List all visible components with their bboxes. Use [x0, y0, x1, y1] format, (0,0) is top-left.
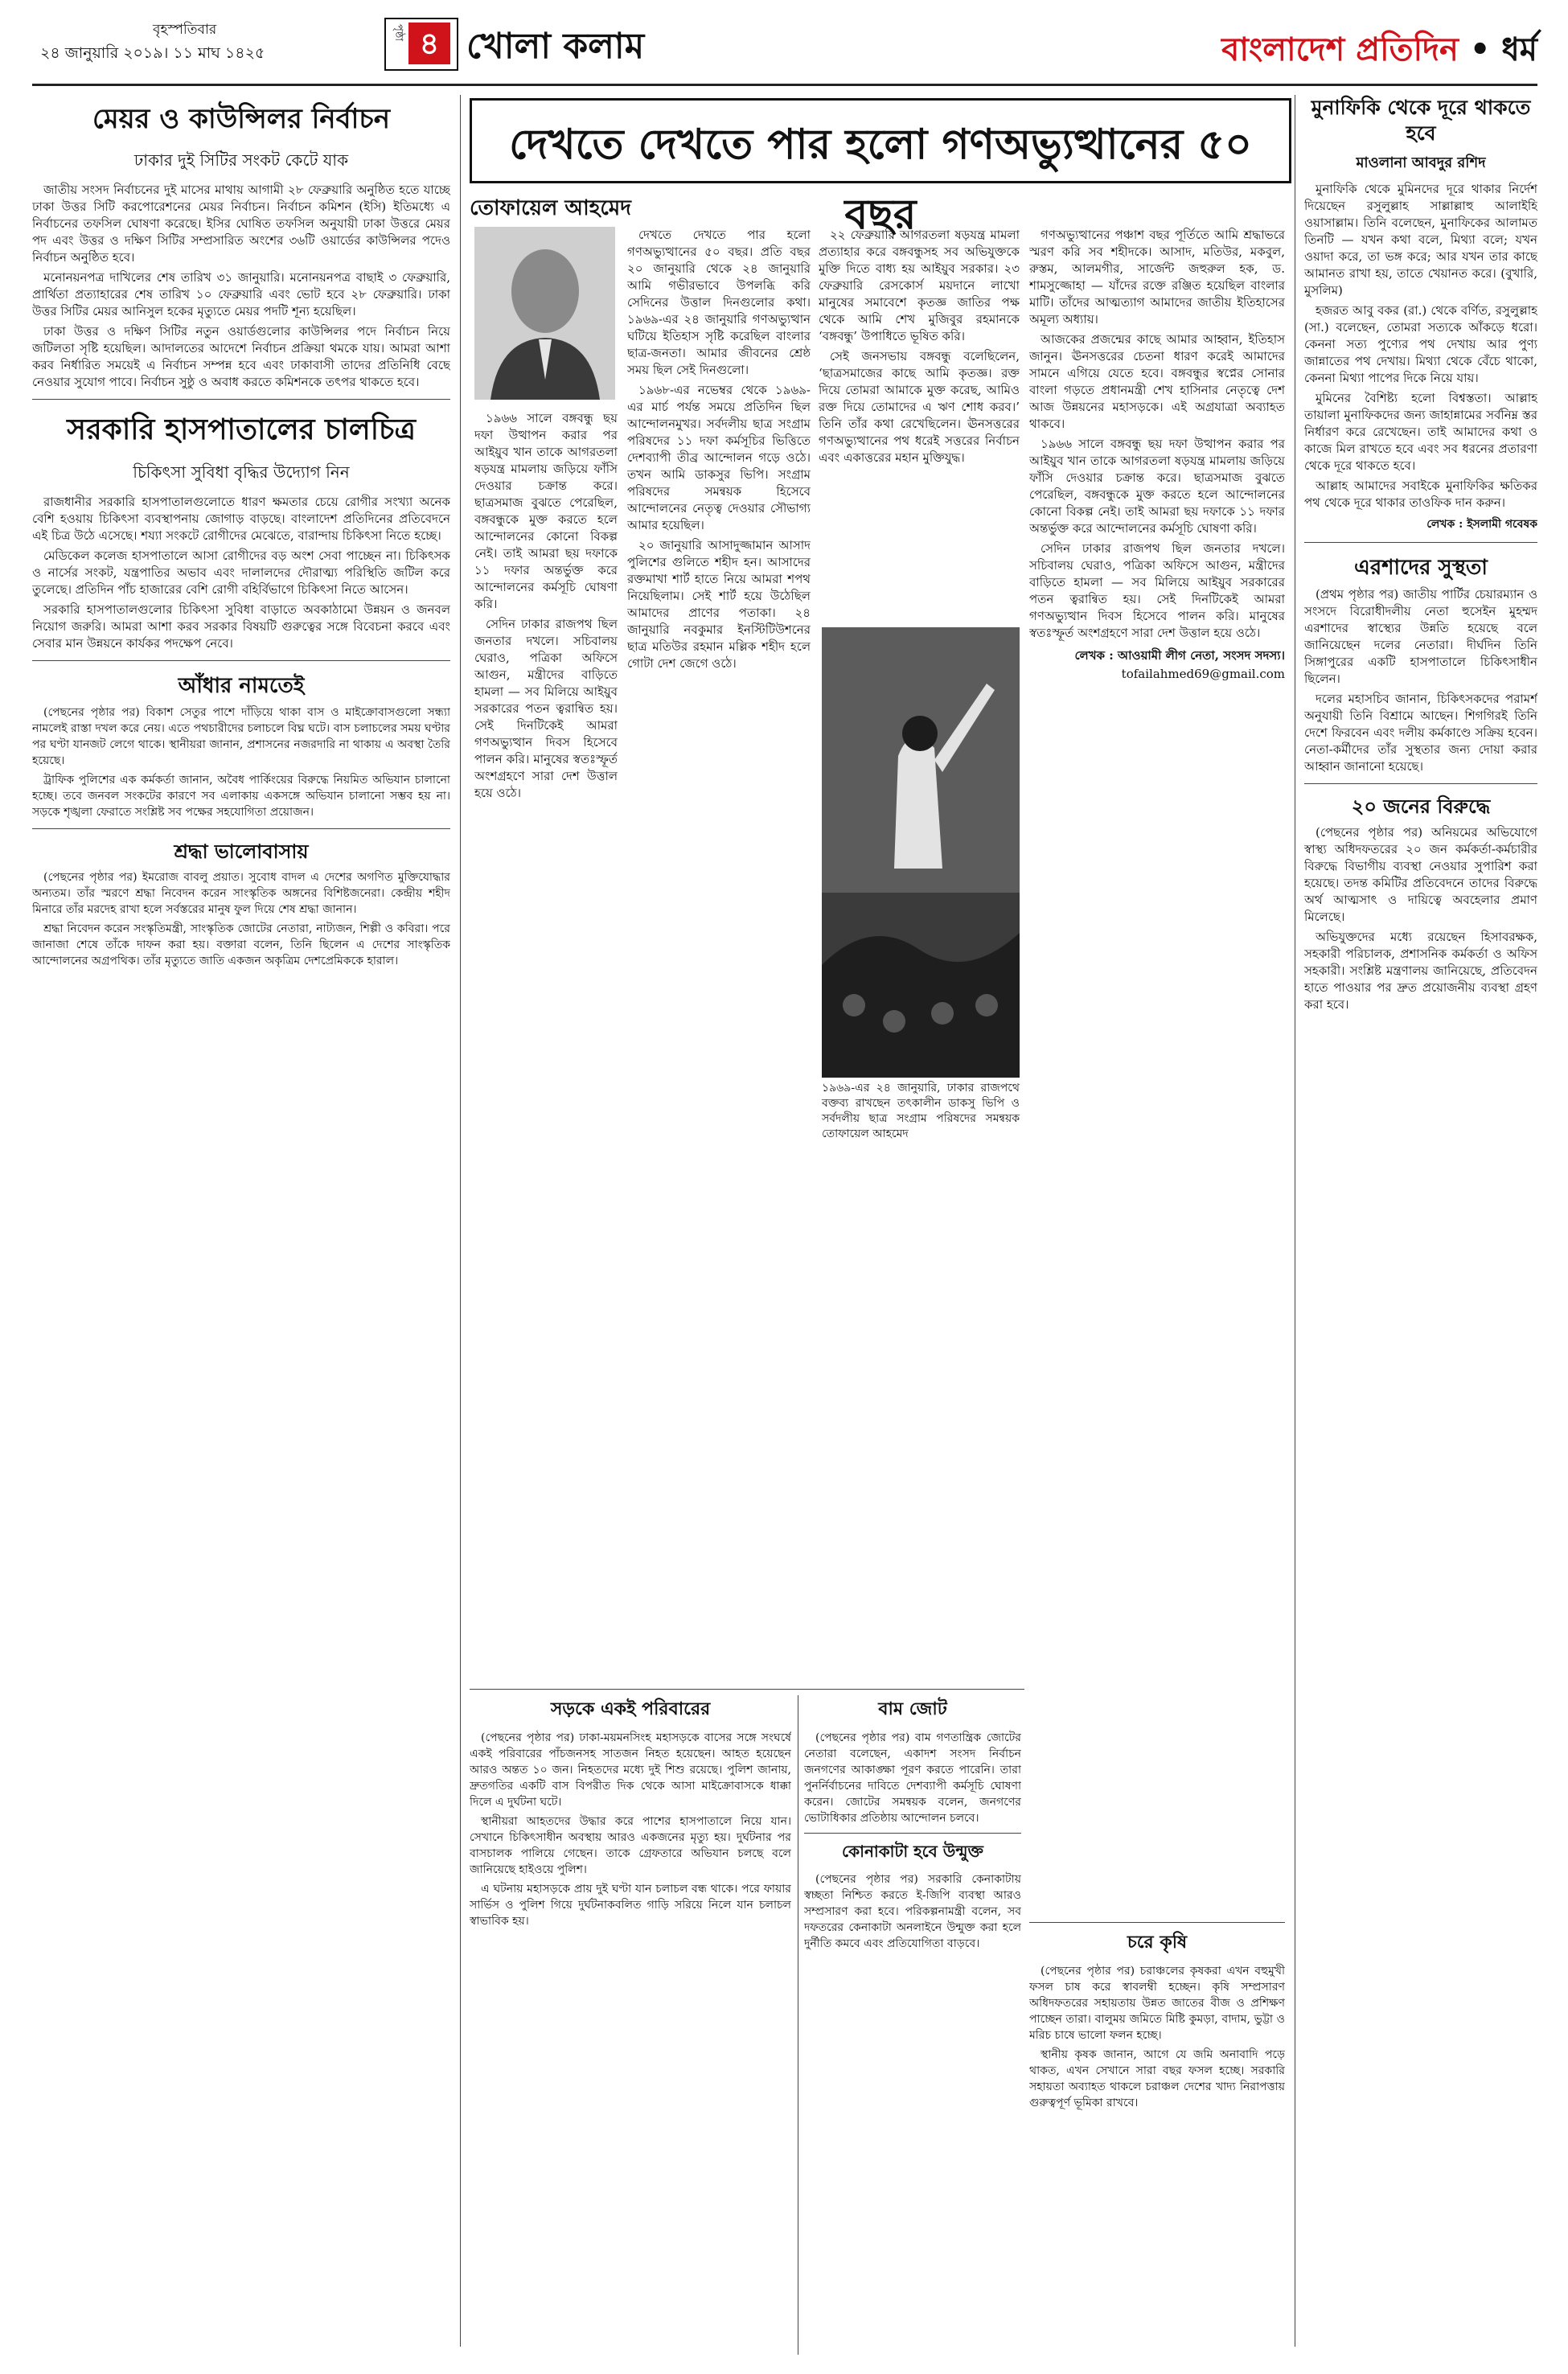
ershad-para: দলের মহাসচিব জানান, চিকিৎসকদের পরামর্শ অনুযায়ী তিনি বিশ্রামে আছেন। শিগগিরই তিনি দেশে ফিরবেন এবং দলীয় কর্মকাণ্ডে সক্রিয় হবেন। নেতা-কর্মীদের তাঁর সুস্থতার জন্য দোয়া করার আহ্বান জানানো হয়েছে।: [1304, 692, 1537, 774]
article-para: সেদিন ঢাকার রাজপথ ছিল জনতার দখলে। সচিবালয় ঘেরাও, পত্রিকা অফিসে আগুন, মন্ত্রীদের বাড়িতে হামলা — সব মিলিয়ে আইয়ুব সরকারের পতন ত্বরান্বিত হয়। সেই দিনটিকেই আমরা গণঅভ্যুত্থান দিবস হিসেবে পালন করি। মানুষের স্বতঃস্ফূর্ত অংশগ্রহণে সারা দেশ উত্তাল হয়ে ওঠে।: [1029, 541, 1285, 640]
page-number-badge: [408, 23, 450, 64]
author-photo: [474, 227, 615, 400]
page-number-box: [384, 18, 458, 71]
divider: [1304, 783, 1537, 784]
adhar-para: ট্রাফিক পুলিশের এক কর্মকর্তা জানান, অবৈধ পার্কিংয়ের বিরুদ্ধে নিয়মিত অভিযান চালানো হচ্ছে। তবে জনবল সংকটের কারণে সব এলাকায় একসঙ্গে অভিযান চালানো সম্ভব হয় না। সড়কে শৃঙ্খলা ফেরাতে সংশ্লিষ্ট সব পক্ষের সহযোগিতা প্রয়োজন।: [32, 774, 450, 819]
bam-para: (পেছনের পৃষ্ঠার পর) বাম গণতান্ত্রিক জোটের নেতারা বলেছেন, একাদশ সংসদ নির্বাচন জনগণের আকাঙ্ক্ষা পূরণ করতে পারেনি। তারা পুনর্নির্বাচনের দাবিতে দেশব্যাপী কর্মসূচি ঘোষণা করেন। জোটের সমন্বয়ক বলেন, জনগণের ভোটাধিকার প্রতিষ্ঠায় আন্দোলন চলবে।: [804, 1731, 1021, 1825]
article-para: ২০ জানুয়ারি আসাদুজ্জামান আসাদ পুলিশের গুলিতে শহীদ হন। আসাদের রক্তমাখা শার্ট হাতে নিয়ে আমরা শপথ নিয়েছিলাম। সেই শার্ট হয়ে উঠেছিল আমাদের প্রাণের পতাকা। ২৪ জানুয়ারি নবকুমার ইনস্টিটিউশনের ছাত্র মতিউর রহমান মল্লিক শহীদ হলে গোটা দেশ জেগে ওঠে।: [627, 538, 811, 671]
bam-block: [804, 1695, 1021, 2355]
rally-photo: [822, 627, 1020, 1078]
article-para: দেখতে দেখতে পার হলো গণঅভ্যুত্থানের ৫০ বছর। প্রতি বছর ২০ জানুয়ারি থেকে ২৪ জানুয়ারি আমি গভীরভাবে উপলব্ধি করি সেদিনের উত্তাল দিনগুলোর কথা। ১৯৬৯-এর ২৪ জানুয়ারি গণঅভ্যুত্থান ঘটিয়ে ইতিহাস সৃষ্টি করেছিল বাংলার ছাত্র-জনতা। আমার জীবনের শ্রেষ্ঠ সময় ছিল সেই দিনগুলো।: [627, 228, 811, 377]
photo-caption: ১৯৬৯-এর ২৪ জানুয়ারি, ঢাকার রাজপথে বক্তব্য রাখছেন তৎকালীন ডাকসু ভিপি ও সর্বদলীয় ছাত্র সংগ্রাম পরিষদের সমন্বয়ক তোফায়েল আহমেদ: [822, 1082, 1020, 1140]
divider: [32, 828, 450, 829]
article-para: গণঅভ্যুত্থানের পঞ্চাশ বছর পূর্তিতে আমি শ্রদ্ধাভরে স্মরণ করি সব শহীদকে। আসাদ, মতিউর, মকবুল, রুস্তম, আলমগীর, সার্জেন্ট জহুরুল হক, ড. শামসুজ্জোহা — যাঁদের রক্তে রঞ্জিত হয়েছিল বাংলার মাটি। তাঁদের আত্মত্যাগ আমাদের জাতীয় ইতিহাসের অমূল্য অধ্যায়।: [1029, 228, 1285, 327]
divider: [32, 399, 450, 400]
divider: [804, 1833, 1021, 1834]
twenty-para: অভিযুক্তদের মধ্যে রয়েছেন হিসাবরক্ষক, সহকারী পরিচালক, প্রশাসনিক কর্মকর্তা ও অফিস সহকারী। সংশ্লিষ্ট মন্ত্রণালয় জানিয়েছে, প্রতিবেদন হাতে পাওয়ার পর দ্রুত প্রয়োজনীয় ব্যবস্থা গ্রহণ করা হবে।: [1304, 930, 1537, 1012]
munafiki-para: মুমিনের বৈশিষ্ট্য হলো বিশ্বস্ততা। আল্লাহ তায়ালা মুনাফিকদের জন্য জাহান্নামের সর্বনিম্ন স্তর নির্ধারণ করে রেখেছেন। তাই আমাদের কথা ও কাজে মিল রাখতে হবে এবং সব ধরনের প্রতারণা থেকে দূরে থাকতে হবে।: [1304, 391, 1537, 473]
page-label: পৃষ্ঠা: [392, 24, 404, 42]
headline: দেখতে দেখতে পার হলো গণঅভ্যুত্থানের ৫০ বছর: [509, 121, 1252, 239]
writer-note: লেখক : আওয়ামী লীগ নেতা, সংসদ সদস্য।: [1074, 648, 1285, 663]
divider: [1304, 542, 1537, 543]
munafiki-note: লেখক : ইসলামী গবেষক: [1426, 518, 1537, 531]
logo-dot: •: [1469, 31, 1502, 68]
chare-para: (পেছনের পৃষ্ঠার পর) চরাঞ্চলের কৃষকরা এখন বহুমুখী ফসল চাষ করে স্বাবলম্বী হচ্ছেন। কৃষি সম্প্রসারণ অধিদফতরের সহায়তায় উন্নত জাতের বীজ ও প্রশিক্ষণ পাচ্ছেন তারা। বালুময় জমিতে মিষ্টি কুমড়া, বাদাম, ভুট্টা ও মরিচ চাষে ভালো ফলন হচ্ছে।: [1029, 1965, 1285, 2042]
section-title: খোলা কলাম: [466, 26, 645, 67]
konakata-para: (পেছনের পৃষ্ঠার পর) সরকারি কেনাকাটায় স্বচ্ছতা নিশ্চিত করতে ই-জিপি ব্যবস্থা আরও সম্প্রসারণ করা হবে। পরিকল্পনামন্ত্রী বলেন, সব দফতরের কেনাকাটা অনলাইনে উন্মুক্ত করা হলে দুর্নীতি কমবে এবং প্রতিযোগিতা বাড়বে।: [804, 1873, 1021, 1950]
ershad-para: (প্রথম পৃষ্ঠার পর) জাতীয় পার্টির চেয়ারম্যান ও সংসদে বিরোধীদলীয় নেতা হুসেইন মুহম্মদ এরশাদের স্বাস্থ্যের উন্নতি হয়েছে বলে জানিয়েছেন দলের নেতারা। দীর্ঘদিন তিনি সিঙ্গাপুরের একটি হাসপাতালে চিকিৎসাধীন ছিলেন।: [1304, 587, 1537, 686]
article-para: সেই জনসভায় বঙ্গবন্ধু বলেছিলেন, ‘ছাত্রসমাজের কাছে আমি কৃতজ্ঞ। রক্ত দিয়ে তোমরা আমাকে মুক্ত করেছ, আমিও রক্ত দিয়ে তোমাদের এ ঋণ শোধ করব।’ তিনি তাঁর কথা রেখেছিলেন। ঊনসত্তরের গণঅভ্যুত্থানের পথ ধরেই সত্তরের নির্বাচন এবং একাত্তরের মহান মুক্তিযুদ্ধ।: [819, 349, 1020, 465]
article-para: সেদিন ঢাকার রাজপথ ছিল জনতার দখলে। সচিবালয় ঘেরাও, পত্রিকা অফিসে আগুন, মন্ত্রীদের বাড়িতে হামলা — সব মিলিয়ে আইয়ুব সরকারের পতন ত্বরান্বিত হয়। সেই দিনটিকেই আমরা গণঅভ্যুত্থান দিবস হিসেবে পালন করি। মানুষের স্বতঃস্ফূর্ত অংশগ্রহণে সারা দেশ উত্তাল হয়ে ওঠে।: [474, 617, 618, 800]
munafiki-para: মুনাফিকি থেকে মুমিনদের দূরে থাকার নির্দেশ দিয়েছেন রসুলুল্লাহ সাল্লাল্লাহু আলাইহি ওয়াসাল্লাম। তিনি বলেছেন, মুনাফিকের আলামত তিনটি — যখন কথা বলে, মিথ্যা বলে; যখন ওয়াদা করে, তা ভঙ্গ করে; আর যখন তার কাছে আমানত রাখা হয়, তাতে খেয়ানত করে। (বুখারি, মুসলিম): [1304, 182, 1537, 298]
adhar-title: আঁধার নামতেই: [178, 674, 305, 698]
bam-title: বাম জোট: [878, 1699, 947, 1719]
mayor-para: ঢাকা উত্তর ও দক্ষিণ সিটির নতুন ওয়ার্ডগুলোর কাউন্সিলর পদে নির্বাচন নিয়ে জটিলতা সৃষ্টি হয়েছিল। আদালতের আদেশে নির্বাচন প্রক্রিয়া থমকে যায়। আমরা আশা করব নির্ধারিত সময়েই এ নির্বাচন সম্পন্ন হবে এবং ঢাকাবাসী তাদের প্রতিনিধি বেছে নেওয়ার সুযোগ পাবে। নির্বাচন সুষ্ঠু ও অবাধ করতে কমিশনকে তৎপর থাকতে হবে।: [32, 324, 450, 389]
munafiki-title: মুনাফিকি থেকে দূরে থাকতে হবে: [1311, 96, 1531, 145]
right-column: [1304, 95, 1537, 2347]
left-column: [32, 95, 450, 2347]
bottom-rule: [1029, 1922, 1285, 1923]
munafiki-para: আল্লাহ আমাদের সবাইকে মুনাফিকির ক্ষতিকর পথ থেকে দূরে থাকার তাওফিক দান করুন।: [1304, 478, 1537, 510]
divider: [32, 660, 450, 661]
chare-para: স্থানীয় কৃষক জানান, আগে যে জমি অনাবাদি পড়ে থাকত, এখন সেখানে সারা বছর ফসল হচ্ছে। সরকারি সহায়তা অব্যাহত থাকলে চরাঞ্চল দেশের খাদ্য নিরাপত্তায় গুরুত্বপূর্ণ ভূমিকা রাখবে।: [1029, 2048, 1285, 2109]
masthead: [32, 18, 1537, 80]
author: তোফায়েল আহমেদ: [470, 196, 631, 220]
hospital-title: সরকারি হাসপাতালের চালচিত্র: [67, 413, 416, 446]
article-para: আজকের প্রজন্মের কাছে আমার আহ্বান, ইতিহাস জানুন। ঊনসত্তরের চেতনা ধারণ করেই আমাদের সামনে এগিয়ে যেতে হবে। বঙ্গবন্ধুর স্বপ্নের সোনার বাংলা গড়তে প্রধানমন্ত্রী শেখ হাসিনার নেতৃত্বে দেশ আজ উন্নয়নের মহাসড়কে। এই অগ্রযাত্রা অব্যাহত থাকবে।: [1029, 332, 1285, 431]
masthead-rule: [32, 84, 1537, 86]
column-rule: [460, 95, 461, 2347]
konakata-title: কোনাকাটা হবে উন্মুক্ত: [842, 1842, 983, 1861]
ershad-title: এরশাদের সুস্থতা: [1354, 556, 1488, 580]
center-text-a: [627, 227, 811, 1457]
mayor-para: মনোনয়নপত্র দাখিলের শেষ তারিখ ৩১ জানুয়ারি। মনোনয়নপত্র বাছাই ৩ ফেব্রুয়ারি, প্রার্থিতা প্রত্যাহারের শেষ তারিখ ১০ ফেব্রুয়ারি এবং ভোট হবে ২৮ ফেব্রুয়ারি। ঢাকা উত্তর সিটির মেয়র আনিসুল হকের মৃত্যুতে মেয়র পদটি শূন্য হয়েছিল।: [32, 270, 450, 318]
hospital-para: মেডিকেল কলেজ হাসপাতালে আসা রোগীদের বড় অংশ সেবা পাচ্ছেন না। চিকিৎসক ও নার্সের সংকট, যন্ত্রপাতির অভাব এবং দালালদের দৌরাত্ম্য পরিস্থিতি জটিল করে তুলেছে। প্রতিদিন পাঁচ হাজারের বেশি রোগী বহির্বিভাগে চিকিৎসা নিতে আসেন।: [32, 548, 450, 597]
article-para: ২২ ফেব্রুয়ারি আগরতলা ষড়যন্ত্র মামলা প্রত্যাহার করে বঙ্গবন্ধুসহ সব অভিযুক্তকে মুক্তি দিতে বাধ্য হয় আইয়ুব সরকার। ২৩ ফেব্রুয়ারি রেসকোর্স ময়দানে লাখো মানুষের সমাবেশে কৃতজ্ঞ জাতির পক্ষ থেকে আমি শেখ মুজিবুর রহমানকে ‘বঙ্গবন্ধু’ উপাধিতে ভূষিত করি।: [819, 228, 1020, 343]
hospital-para: সরকারি হাসপাতালগুলোর চিকিৎসা সুবিধা বাড়াতে অবকাঠামো উন্নয়ন ও জনবল নিয়োগ জরুরি। আমরা আশা করব সরকার বিষয়টি গুরুত্বের সঙ্গে বিবেচনা করবে এবং সেবার মান উন্নয়নে কার্যকর পদক্ষেপ নেবে।: [32, 602, 450, 651]
paper-logo: [1221, 24, 1537, 78]
center-text-d: [1029, 227, 1285, 1916]
twenty-title: ২০ জনের বিরুদ্ধে: [1351, 795, 1491, 818]
chare-title: চরে কৃষি: [1127, 1932, 1188, 1953]
shraddha-title: শ্রদ্ধা ভালোবাসায়: [174, 840, 309, 863]
article-para: ১৯৬৬ সালে বঙ্গবন্ধু ছয় দফা উত্থাপন করার পর আইয়ুব খান তাকে আগরতলা ষড়যন্ত্র মামলায় জড়িয়ে ফাঁসি দেওয়ার চক্রান্ত করে। ছাত্রসমাজ বুঝতে পেরেছিল, বঙ্গবন্ধুকে মুক্ত করতে হলে আন্দোলনের কোনো বিকল্প নেই। তাই আমরা ছয় দফাকে ১১ দফার অন্তর্ভুক্ত করে আন্দোলনের কর্মসূচি ঘোষণা করি।: [1029, 437, 1285, 536]
hospital-para: রাজধানীর সরকারি হাসপাতালগুলোতে ধারণ ক্ষমতার চেয়ে রোগীর সংখ্যা অনেক বেশি হওয়ায় চিকিৎসা ব্যবস্থাপনায় জোগাড় বাড়ছে। বাংলাদেশ প্রতিদিনের প্রতিবেদনে এই চিত্র উঠে এসেছে। শয্যা সংকটে রোগীদের মেঝেতে, বারান্দায় চিকিৎসা নিতে হচ্ছে।: [32, 495, 450, 543]
mayor-title: মেয়র ও কাউন্সিলর নির্বাচন: [92, 103, 391, 135]
mayor-para: জাতীয় সংসদ নির্বাচনের দুই মাসের মাথায় আগামী ২৮ ফেব্রুয়ারি অনুষ্ঠিত হতে যাচ্ছে ঢাকা উত্তর সিটি করপোরেশনের মেয়র নির্বাচন। নির্বাচন কমিশন (ইসি) ইতিমধ্যে এ নির্বাচনের তফসিল ঘোষণা করেছে। ইসির ঘোষিত তফসিল অনুযায়ী ঢাকা উত্তরে মেয়র পদ এবং উত্তর ও দক্ষিণ সিটির সম্প্রসারিত অংশের ৩৬টি ওয়ার্ডের কাউন্সিলর পদেও নির্বাচন অনুষ্ঠিত হবে।: [32, 183, 450, 265]
sarak-block: [470, 1695, 791, 2355]
bottom-rule: [470, 1689, 1024, 1690]
writer-email: tofailahmed69@gmail.com: [1121, 667, 1285, 681]
masthead-date: ২৪ জানুয়ারি ২০১৯। ১১ মাঘ ১৪২৫: [40, 44, 265, 62]
masthead-day: বৃহস্পতিবার: [153, 22, 217, 38]
shraddha-para: (পেছনের পৃষ্ঠার পর) ইমরোজ বাবলু প্রয়াত। সুবোধ বাদল এ দেশের অগণিত মুক্তিযোদ্ধার অন্যতম। তাঁর স্মরণে শ্রদ্ধা নিবেদন করেন সাংস্কৃতিক অঙ্গনের বিশিষ্টজনেরা। কেন্দ্রীয় শহীদ মিনারে তাঁর মরদেহ রাখা হলে সর্বস্তরের মানুষ ফুল দিয়ে শেষ শ্রদ্ধা জানান।: [32, 871, 450, 916]
adhar-para: (পেছনের পৃষ্ঠার পর) বিকাশ সেতুর পাশে দাঁড়িয়ে থাকা বাস ও মাইক্রোবাসগুলো সন্ধ্যা নামলেই রাস্তা দখল করে নেয়। এতে পথচারীদের চলাচলে বিঘ্ন ঘটে। বাস চলাচলের সময় ঘণ্টার পর ঘণ্টা যানজট লেগে থাকে। স্থানীয়রা জানান, প্রশাসনের নজরদারি না থাকায় এ অবস্থা তৈরি হয়েছে।: [32, 706, 450, 767]
rally-graphic: [822, 627, 1020, 1078]
sarak-title: সড়কে একই পরিবারের: [550, 1699, 711, 1719]
hospital-subtitle: চিকিৎসা সুবিধা বৃদ্ধির উদ্যোগ নিন: [133, 462, 350, 482]
paper-name: বাংলাদেশ প্রতিদিন: [1221, 31, 1459, 68]
twenty-para: (পেছনের পৃষ্ঠার পর) অনিয়মের অভিযোগে স্বাস্থ্য অধিদফতরের ২০ জন কর্মকর্তা-কর্মচারীর বিরুদ্ধে বিভাগীয় ব্যবস্থা নেওয়ার সুপারিশ করা হয়েছে। তদন্ত কমিটির প্রতিবেদনে তাদের বিরুদ্ধে অর্থ আত্মসাৎ ও দায়িত্বে অবহেলার প্রমাণ মিলেছে।: [1304, 825, 1537, 924]
mayor-subtitle: ঢাকার দুই সিটির সংকট কেটে যাক: [133, 150, 349, 170]
munafiki-author: মাওলানা আবদুর রশিদ: [1356, 154, 1486, 171]
article-para: ১৯৬৬ সালে বঙ্গবন্ধু ছয় দফা উত্থাপন করার পর আইয়ুব খান তাকে আগরতলা ষড়যন্ত্র মামলায় জড়িয়ে ফাঁসি দেওয়ার চক্রান্ত করে। ছাত্রসমাজ বুঝতে পেরেছিল, বঙ্গবন্ধুকে মুক্ত করতে হলে আন্দোলনের কোনো বিকল্প নেই। তাই আমরা ছয় দফাকে ১১ দফার অন্তর্ভুক্ত করে আন্দোলনের কর্মসূচি ঘোষণা করি।: [474, 411, 618, 611]
portrait-graphic: [474, 227, 615, 400]
chare-block: [1029, 1928, 1285, 2347]
munafiki-para: হজরত আবু বকর (রা.) থেকে বর্ণিত, রসুলুল্লাহ (সা.) বলেছেন, তোমরা সত্যকে আঁকড়ে ধরো। কেননা সত্য পুণ্যের পথ দেখায় আর পুণ্য জান্নাতের পথ দেখায়। মিথ্যা থেকে বেঁচে থাকো, কেননা মিথ্যা পাপের দিকে নিয়ে যায়।: [1304, 303, 1537, 385]
sarak-para: এ ঘটনায় মহাসড়কে প্রায় দুই ঘণ্টা যান চলাচল বন্ধ থাকে। পরে ফায়ার সার্ভিস ও পুলিশ গিয়ে দুর্ঘটনাকবলিত গাড়ি সরিয়ে নিলে যান চলাচল স্বাভাবিক হয়।: [470, 1883, 791, 1928]
sarak-para: (পেছনের পৃষ্ঠার পর) ঢাকা-ময়মনসিংহ মহাসড়কে বাসের সঙ্গে সংঘর্ষে একই পরিবারের পাঁচজনসহ সাতজন নিহত হয়েছেন। আহত হয়েছেন আরও অন্তত ১০ জন। নিহতদের মধ্যে দুই শিশু রয়েছে। পুলিশ জানায়, দ্রুতগতির একটি বাস বিপরীত দিক থেকে আসা মাইক্রোবাসকে ধাক্কা দিলে এ দুর্ঘটনা ঘটে।: [470, 1731, 791, 1809]
center-text-b: [474, 410, 618, 1456]
author-byline: [470, 191, 711, 227]
shraddha-para: শ্রদ্ধা নিবেদন করেন সংস্কৃতিমন্ত্রী, সাংস্কৃতিক জোটের নেতারা, নাট্যজন, শিল্পী ও কবিরা। পরে জানাজা শেষে তাঁকে দাফন করা হয়। বক্তারা বলেন, তিনি ছিলেন এ দেশের সাংস্কৃতিক আন্দোলনের অগ্রপথিক। তাঁর মৃত্যুতে জাতি একজন অকৃত্রিম দেশপ্রেমিককে হারাল।: [32, 922, 450, 967]
page-number: ৪: [419, 26, 440, 61]
paper-section: ধর্ম: [1501, 31, 1537, 68]
article-para: ১৯৬৮-এর নভেম্বর থেকে ১৯৬৯-এর মার্চ পর্যন্ত সময়ে প্রতিদিন ছিল আন্দোলনমুখর। সর্বদলীয় ছাত্র সংগ্রাম পরিষদের ১১ দফা কর্মসূচির ভিত্তিতে দেশব্যাপী তীব্র আন্দোলন গড়ে ওঠে। তখন আমি ডাকসুর ভিপি। সংগ্রাম পরিষদের সমন্বয়ক হিসেবে আন্দোলনের নেতৃত্ব দেওয়ার সৌভাগ্য আমার হয়েছিল।: [627, 383, 811, 532]
sarak-para: স্থানীয়রা আহতদের উদ্ধার করে পাশের হাসপাতালে নিয়ে যান। সেখানে চিকিৎসাধীন অবস্থায় আরও একজনের মৃত্যু হয়। দুর্ঘটনার পর বাসচালক পালিয়ে গেছেন। তাকে গ্রেফতারে অভিযান চলছে বলে জানিয়েছে হাইওয়ে পুলিশ।: [470, 1815, 791, 1876]
